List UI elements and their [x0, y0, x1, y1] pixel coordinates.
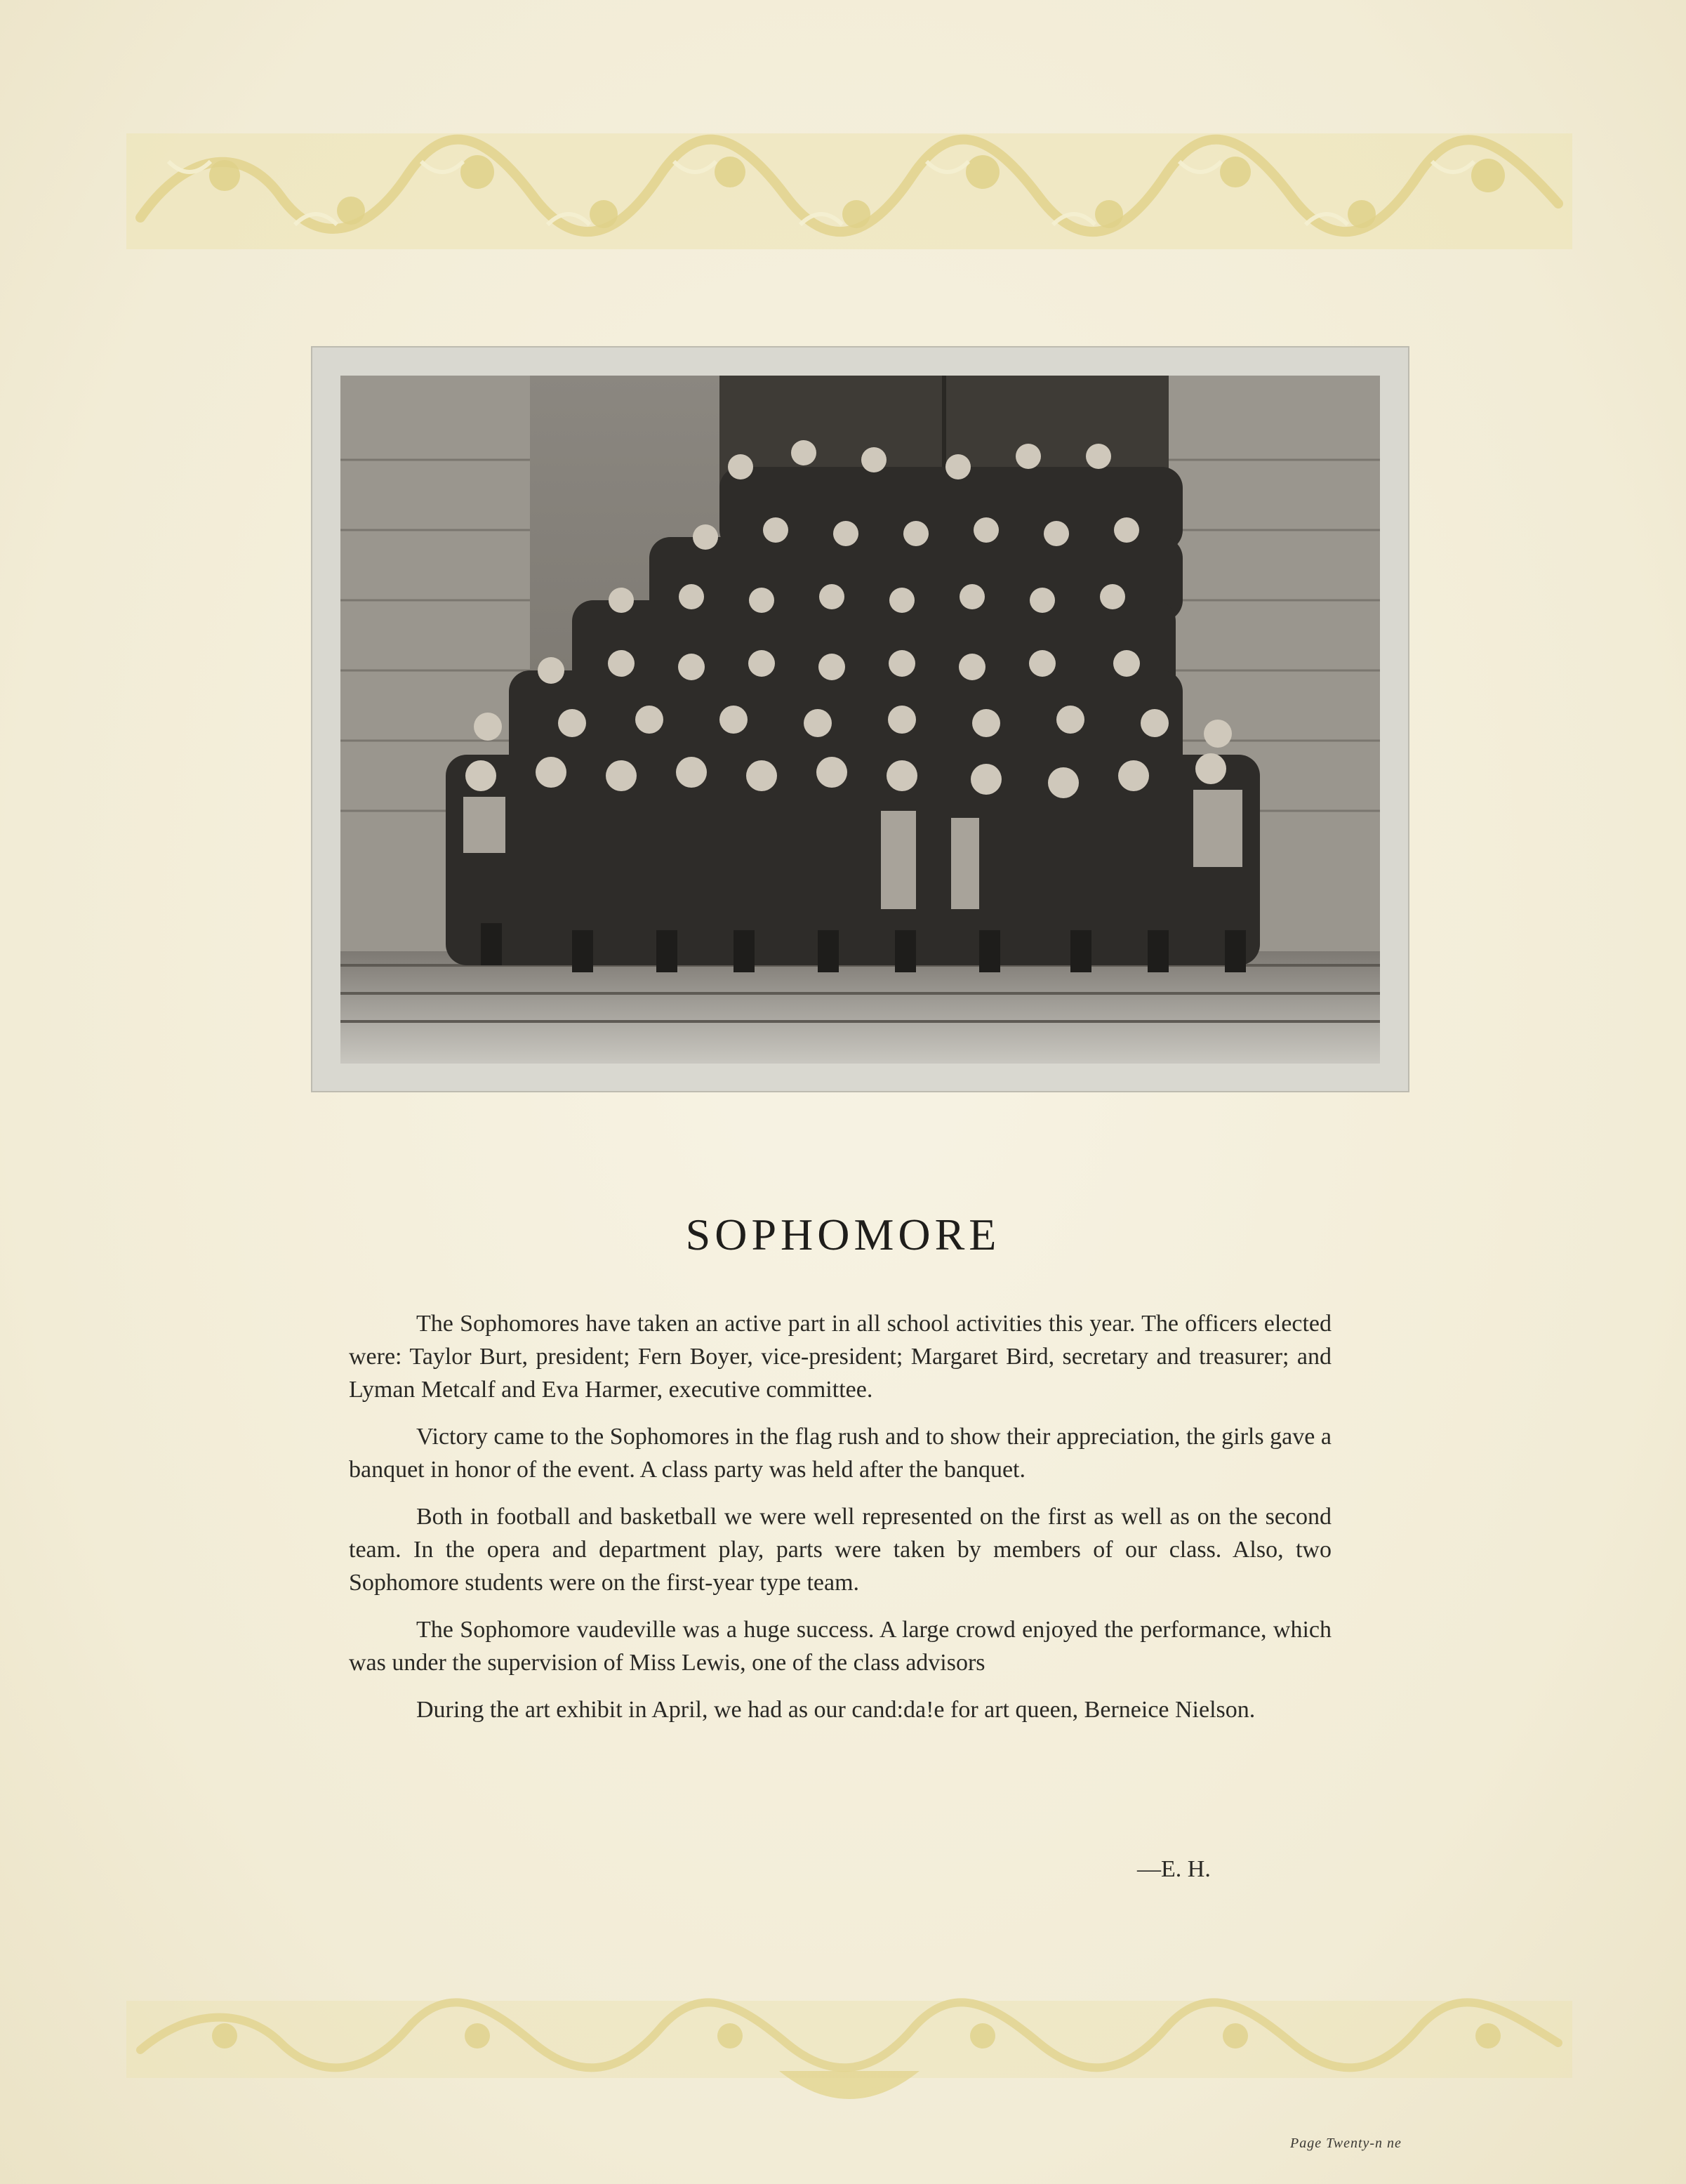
paragraph-vaudeville: The Sophomore vaudeville was a huge success. A large crowd enjoyed the performance, which was under the supervision of Miss Lewis, one of the class advisors: [349, 1617, 1332, 1676]
top-ornamental-border: [126, 133, 1572, 249]
page-number: Page Twenty-n ne: [1290, 2136, 1402, 2151]
photo-mount: [311, 346, 1409, 1092]
author-signature: —E. H.: [1137, 1856, 1211, 1882]
paragraph-flag-rush: Victory came to the Sophomores in the flag rush and to show their appreciation, the girls gave a banquet in honor of the event. A class party was held after the banquet.: [349, 1424, 1332, 1483]
bottom-ornamental-border: [126, 1987, 1572, 2113]
body-text: [349, 1307, 1332, 1740]
paragraph-art-exhibit: During the art exhibit in April, we had as our cand:da!e for art queen, Berneice Nielson.: [416, 1697, 1256, 1723]
paragraph-athletics: Both in football and basketball we were well represented on the first as well as on the second team. In the opera and department play, parts were taken by members of our class. Also, two Sophomore students were on the first-year type team.: [349, 1504, 1332, 1596]
class-group-photo: [340, 376, 1380, 1064]
paragraph-officers: The Sophomores have taken an active part in all school activities this year. The officers elected were: Taylor Burt, president; Fern Boyer, vice-president; Margaret Bird, secretary and treasurer; and Lyman Metcalf and Eva Harmer, executive committee.: [349, 1311, 1332, 1403]
section-heading: SOPHOMORE: [685, 1210, 1001, 1259]
